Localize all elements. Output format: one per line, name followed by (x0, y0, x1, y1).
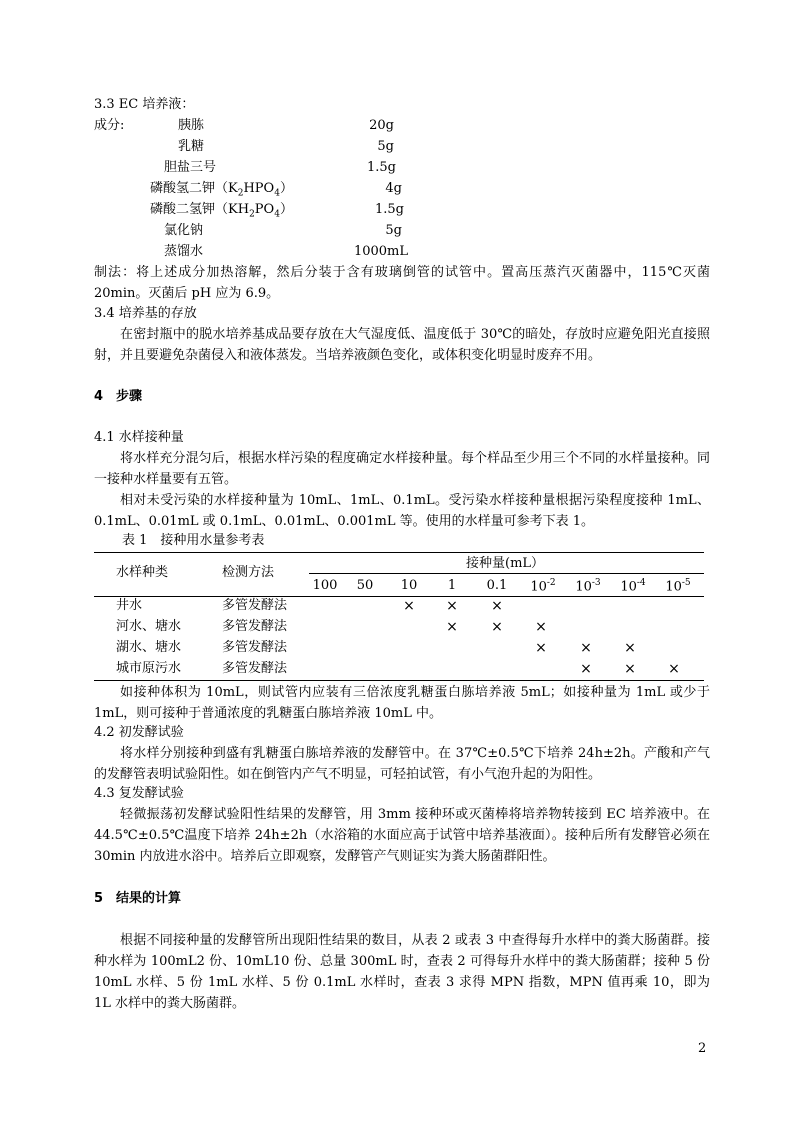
inoculation-paragraph-2: 相对未受污染的水样接种量为 10mL、1mL、0.1mL。受污染水样接种量根据污染程度接种 1mL、0.1mL、0.01mL 或 0.1mL、0.01mL、0.001mL 等。使用的水样量可参考下表 1。 (94, 493, 710, 529)
row-sample: 井水 (116, 598, 143, 613)
ingredient-name: 磷酸二氢钾$(KH_2PO_4)$ (150, 202, 293, 220)
col-header-power: $10^{-2}$ (530, 578, 556, 595)
row-sample: 河水、塘水 (116, 619, 182, 634)
storage-paragraph: 在密封瓶中的脱水培养基成品要存放在大气湿度低、温度低于 30℃的暗处，存放时应避免阳光直接照射，并且要避免杂菌侵入和液体蒸发。当培养液颜色变化，或体积变化明显时废弃不用。 (94, 327, 710, 363)
col-header-power: $10^{-5}$ (665, 578, 691, 595)
col-header-volume: 10 (400, 578, 418, 593)
ingredient-amount: 5g (385, 223, 402, 238)
positive-mark: × (624, 661, 636, 677)
page-number: 2 (698, 1041, 707, 1056)
col-header-power: $10^{-4}$ (620, 578, 646, 595)
col-header-method: 检测方法 (222, 565, 275, 580)
col-header-group: 接种量(mL） (466, 556, 545, 571)
positive-mark: × (535, 640, 547, 656)
col-header-sample: 水样种类 (116, 565, 169, 580)
table-top-rule (94, 552, 704, 553)
col-header-volume: 100 (312, 578, 338, 593)
row-sample: 城市原污水 (116, 661, 182, 676)
positive-mark: × (535, 619, 547, 635)
positive-mark: × (403, 598, 415, 614)
positive-mark: × (624, 640, 636, 656)
col-header-volume: 0.1 (486, 578, 508, 593)
ingredient-name: 胰胨 (178, 118, 205, 133)
row-method: 多管发酵法 (222, 598, 288, 613)
positive-mark: × (580, 661, 592, 677)
section-5-heading: 5 结果的计算 (94, 891, 182, 906)
section-3-4-title: 3.4 培养基的存放 (94, 306, 197, 321)
ingredient-amount: 4g (385, 181, 402, 196)
section-4-heading: 4 步骤 (94, 389, 143, 404)
ingredient-amount: 1000mL (353, 244, 408, 259)
ingredient-amount: 5g (377, 139, 394, 154)
row-sample: 湖水、塘水 (116, 640, 182, 655)
ingredient-name: 氯化钠 (164, 223, 204, 238)
section-4-2-title: 4.2 初发酵试验 (94, 725, 184, 740)
ingredient-name: 蒸馏水 (164, 244, 204, 259)
table-bottom-rule (94, 680, 704, 681)
table-caption: 表 1 接种用水量参考表 (122, 533, 265, 548)
positive-mark: × (580, 640, 592, 656)
section-4-1-title: 4.1 水样接种量 (94, 430, 184, 445)
row-method: 多管发酵法 (222, 661, 288, 676)
inoculation-paragraph-3: 如接种体积为 10mL，则试管内应装有三倍浓度乳糖蛋白胨培养液 5mL；如接种量为 1mL 或少于 1mL，则可接种于普通浓度的乳糖蛋白胨培养液 10mL 中。 (94, 685, 710, 721)
ingredient-name: 胆盐三号 (164, 160, 217, 175)
row-method: 多管发酵法 (222, 640, 288, 655)
ingredient-amount: 1.5g (367, 160, 396, 175)
positive-mark: × (491, 598, 503, 614)
ingredient-amount: 1.5g (375, 202, 404, 217)
inoculation-paragraph-1: 将水样充分混匀后，根据水样污染的程度确定水样接种量。每个样品至少用三个不同的水样量接种。同一接种水样量要有五管。 (94, 451, 710, 487)
method-paragraph: 制法：将上述成分加热溶解，然后分装于含有玻璃倒管的试管中。置高压蒸汽灭菌器中，115℃灭菌 20min。灭菌后 pH 应为 6.9。 (94, 265, 710, 301)
ingredients-label: 成分: (94, 118, 125, 133)
col-header-volume: 1 (447, 578, 457, 593)
positive-mark: × (668, 661, 680, 677)
positive-mark: × (446, 619, 458, 635)
row-method: 多管发酵法 (222, 619, 288, 634)
confirmatory-fermentation-paragraph: 轻微振荡初发酵试验阳性结果的发酵管，用 3mm 接种环或灭菌棒将培养物转接到 EC 培养液中。在 44.5℃±0.5℃温度下培养 24h±2h（水浴箱的水面应高于试管中培养基液面）。接种后所有发酵管必须在 30min 内放进水浴中。培养后立即观察，发酵管产气则证实为粪大肠菌群阳性。 (94, 807, 710, 864)
positive-mark: × (446, 598, 458, 614)
ingredient-amount: 20g (369, 118, 394, 133)
section-3-3-title: 3.3 EC 培养液： (94, 97, 195, 112)
col-header-power: $10^{-3}$ (575, 578, 601, 595)
positive-mark: × (491, 619, 503, 635)
ingredient-name: 乳糖 (178, 139, 205, 154)
col-header-volume: 50 (356, 578, 374, 593)
section-4-3-title: 4.3 复发酵试验 (94, 786, 184, 801)
primary-fermentation-paragraph: 将水样分别接种到盛有乳糖蛋白胨培养液的发酵管中。在 37℃±0.5℃下培养 24h±2h。产酸和产气的发酵管表明试验阳性。如在倒管内产气不明显，可轻拍试管，有小气泡升起的为阳性。 (94, 746, 710, 782)
ingredient-name: 磷酸氢二钾$(K_2HPO_4)$ (150, 181, 293, 199)
calculation-paragraph: 根据不同接种量的发酵管所出现阳性结果的数目，从表 2 或表 3 中查得每升水样中的粪大肠菌群。接种水样为 100mL2 份、10mL10 份、总量 300mL 时，查表 2 可得每升水样中的粪大肠菌群；接种 5 份 10mL 水样、5 份 1mL 水样、5 份 0.1mL 水样时，查表 3 求得 MPN 指数，MPN 值再乘 10，即为 1L 水样中的粪大肠菌群。 (94, 933, 710, 1011)
